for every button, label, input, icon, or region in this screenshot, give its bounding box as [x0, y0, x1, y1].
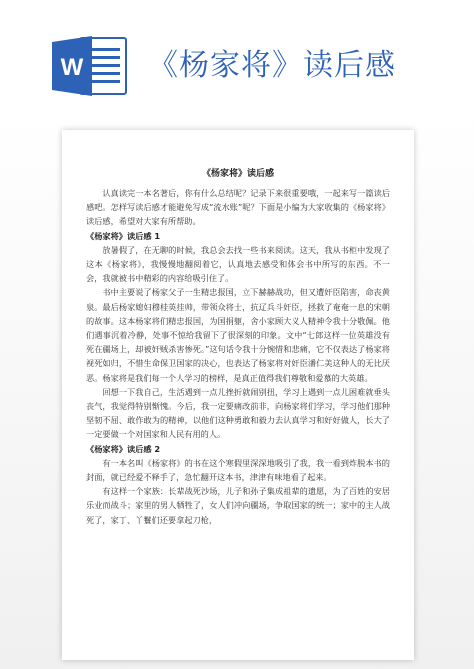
banner-header [0, 0, 474, 110]
document-page [62, 130, 414, 660]
paragraph: 放暑假了，在无聊的时候，我总会去找一些书来阅读。这天，我从书柜中发现了这本《杨家将》，我慢慢地翻阅着它，认真地去感受和体会书中所写的东西。不一会，我就被书中精彩的内容给吸引住了。 [86, 244, 390, 284]
banner-title: 《杨家将》读后感 [148, 48, 396, 83]
document-body [86, 186, 390, 527]
paragraph: 认真读完一本名著后，你有什么总结呢？记录下来很重要哦，一起来写一篇读后感吧。怎样写读后感才能避免写成“流水账”呢？下面是小编为大家收集的《杨家将》读后感，希望对大家有所帮助。 [86, 188, 390, 227]
document-title: 《杨家将》读后感 [201, 169, 274, 179]
word-icon-letter: W [60, 54, 84, 81]
section-heading: 《杨家将》读后感 2 [86, 443, 161, 454]
word-document-icon [52, 36, 128, 96]
paragraph: 有一本名叫《杨家将》的书在这个寒假里深深地吸引了我，我一看到炸脱本书的封面，就已经爱不释手了，急忙翻开这本书，津津有味地看了起来。 [86, 457, 390, 483]
paragraph: 书中主要说了杨家父子一生精忠报国，立下赫赫战功，但又遭奸臣陷害，命丧黄泉。最后杨家媳妇穆桂英挂帅，带领众将士，抗辽兵斗奸臣，拯救了奄奄一息的宋朝的故事。这本杨家将们精忠报国，为国捐躯，舍小家顾大义人精神令我十分敬佩。他们遇事沉着冷静，处事不惊给我留下了很深刻的印象。文中“七郎这样一位英雄没有死在疆场上，却被奸贼杀害惨死。”这句话令我十分惋惜和悲痛，它不仅表达了杨家将视死如归，不惜生命保卫国家的决心，也表达了杨家将对奸臣潘仁美这种人的无比厌恶。杨家将是我们每一个人学习的榜样，是真正值得我们尊敬和爱慕的大英雄。 [86, 287, 390, 383]
section-heading: 《杨家将》读后感 1 [86, 230, 161, 241]
paragraph: 有这样一个家族：长辈战死沙场，儿子和孙子集成祖辈的遗愿，为了百姓的安居乐业而战斗；家里的男人牺牲了，女人们冲向疆场，争取国家的统一；家中的主人战死了，家丁、丫鬟们还要拿起刀枪， [86, 486, 390, 525]
paragraph: 回想一下我自己，生活遇到一点儿挫折就闹别扭，学习上遇到一点儿困难就垂头丧气，我觉得特别惭愧。今后，我一定要痛改前非，向杨家将们学习，学习他们那种坚韧不屈、敢作敢为的精神，以他们这种勇敢和毅力去认真学习和好好做人，长大了一定要做一个对国家和人民有用的人。 [86, 386, 390, 440]
